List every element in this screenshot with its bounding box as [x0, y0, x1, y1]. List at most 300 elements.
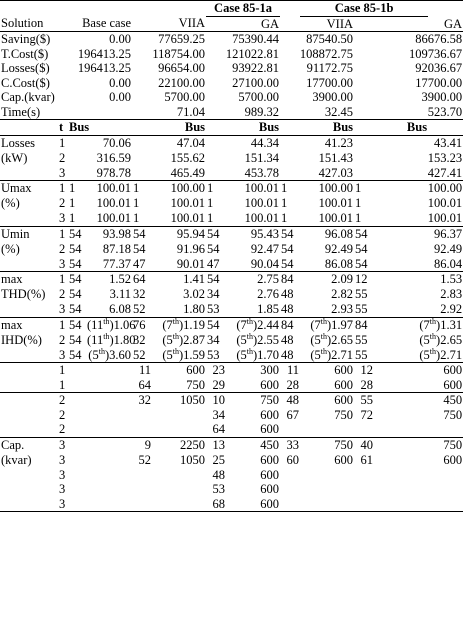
- thd-value: 1.52: [86, 272, 132, 288]
- period-cell: 3: [58, 437, 68, 453]
- cap-value: 1050: [180, 452, 206, 467]
- period-cell: 2: [59, 422, 66, 436]
- umax-value: 100.01: [244, 211, 280, 225]
- period-cell: 3: [59, 256, 66, 271]
- thd-row: [0, 302, 463, 317]
- cap-bus: [354, 482, 374, 497]
- umin-value: 90.04: [250, 256, 280, 271]
- thd-bus: 54: [68, 272, 86, 288]
- umax-bus: 1: [132, 181, 152, 197]
- ihd-value: 1.19: [183, 317, 206, 332]
- umin-bus: 54: [280, 226, 300, 242]
- ihd-value: 2.87: [183, 332, 206, 347]
- cap-row: [0, 378, 463, 393]
- summary-value-base: 0.00: [109, 75, 131, 90]
- cap-value: 600: [260, 452, 280, 467]
- umin-label: [0, 257, 58, 272]
- losses-value-ga-1a: 151.34: [244, 150, 280, 165]
- cap-value: [374, 422, 463, 437]
- summary-value-viia-1a: 71.04: [176, 104, 206, 119]
- cap-value: [152, 497, 206, 512]
- period-cell: 3: [59, 165, 66, 180]
- losses-value-ga-1b: 153.23: [427, 150, 463, 165]
- ihd-value: 1.59: [183, 347, 206, 362]
- ihd-row: [0, 348, 463, 363]
- ihd-bus: 32: [133, 332, 146, 347]
- table-cell: [0, 120, 58, 136]
- ihd-value: [152, 317, 206, 333]
- thd-label: THD(%): [1, 287, 46, 301]
- period-cell: 1: [58, 135, 68, 151]
- summary-label: Time(s): [1, 104, 41, 119]
- thd-bus: 54: [206, 272, 226, 288]
- cap-bus: 10: [206, 393, 226, 408]
- thd-value: 2.76: [257, 287, 280, 301]
- losses-value-base: 978.78: [96, 165, 131, 180]
- summary-value-ga-1b: 109736.67: [408, 46, 463, 61]
- period-cell: 3: [59, 482, 66, 496]
- thd-value: 1.41: [152, 272, 206, 288]
- ihd-value: [152, 333, 206, 348]
- cap-bus: 55: [354, 393, 374, 408]
- summary-value-viia-1b: 91172.75: [306, 61, 354, 75]
- ihd-bus: 54: [68, 317, 86, 333]
- ihd-bus: 84: [354, 317, 374, 333]
- cap-row: [0, 482, 463, 497]
- umax-bus: 1: [207, 196, 214, 210]
- cap-bus: 60: [286, 452, 300, 467]
- umin-value: 91.96: [176, 241, 206, 256]
- summary-label: C.Cost($): [1, 75, 50, 90]
- ihd-bus: 48: [281, 332, 294, 347]
- umax-bus: 1: [280, 181, 300, 197]
- ihd-label: max: [0, 317, 58, 333]
- cap-value: 450: [374, 393, 463, 408]
- cap-bus: 48: [212, 467, 226, 482]
- ihd-value: 2.55: [257, 332, 280, 347]
- summary-value-ga-1a: 989.32: [244, 104, 280, 119]
- cap-label: [0, 408, 58, 423]
- ihd-value: 1.80: [113, 332, 136, 347]
- ihd-row: [0, 333, 463, 348]
- cap-bus: 28: [286, 377, 300, 392]
- cap-base-empty: [68, 497, 132, 512]
- harmonic-order: (5th): [419, 346, 441, 362]
- cap-bus: [132, 482, 152, 497]
- umax-value: 100.01: [96, 211, 131, 225]
- col-viia-1b: VIIA: [326, 16, 354, 31]
- umin-value: 96.37: [374, 226, 463, 242]
- ihd-value: [374, 317, 463, 333]
- ihd-value: 1.97: [331, 317, 354, 332]
- period-cell: 1: [59, 377, 66, 392]
- umin-bus: 54: [68, 226, 86, 242]
- cap-bus: 48: [280, 393, 300, 408]
- thd-bus: 12: [354, 272, 374, 288]
- umax-value: 100.01: [226, 181, 280, 197]
- summary-row: [0, 61, 463, 76]
- cap-value: 600: [260, 422, 280, 436]
- ihd-bus: 53: [207, 347, 220, 362]
- umax-row: [0, 181, 463, 197]
- cap-bus: 40: [354, 437, 374, 453]
- cap-value: 750: [186, 377, 206, 392]
- cap-value: 750: [334, 407, 354, 422]
- cap-bus: 12: [354, 363, 374, 378]
- period-cell: 3: [59, 467, 66, 482]
- cap-bus: 68: [206, 497, 226, 512]
- summary-value-viia-1a: 118754.00: [152, 46, 206, 61]
- cap-row: [0, 393, 463, 408]
- umin-value: 93.98: [86, 226, 132, 242]
- umax-bus: 1: [354, 181, 374, 197]
- thd-value: 3.02: [183, 287, 206, 301]
- cap-value: [374, 468, 463, 483]
- cap-value: 750: [443, 407, 463, 422]
- ihd-value: [86, 348, 132, 363]
- cap-bus: 11: [132, 363, 152, 378]
- cap-bus: [280, 422, 300, 437]
- col-base-case: Base case: [82, 16, 131, 30]
- umin-bus: 47: [133, 256, 146, 271]
- thd-bus: 54: [69, 287, 82, 301]
- column-header-row: [0, 16, 463, 32]
- umin-value: 86.08: [324, 256, 354, 271]
- cap-value: 450: [226, 437, 280, 453]
- umax-bus: 1: [281, 196, 288, 210]
- cap-bus: 64: [212, 422, 226, 436]
- losses-row: [0, 135, 463, 151]
- cap-base-empty: [68, 422, 132, 437]
- cap-label: [0, 497, 58, 512]
- period-cell: 1: [58, 317, 68, 333]
- cap-bus: 52: [138, 452, 151, 467]
- umax-value: 100.00: [152, 181, 206, 197]
- umin-bus: 54: [133, 241, 146, 256]
- cap-bus: 9: [132, 437, 152, 453]
- summary-label: T.Cost($): [1, 46, 49, 61]
- cap-value: 600: [443, 452, 463, 467]
- period-cell: 2: [59, 407, 66, 422]
- bus-heading: Bus: [354, 120, 428, 136]
- umax-value: 100.01: [427, 196, 463, 210]
- cap-value: [152, 408, 206, 423]
- summary-row: [0, 76, 463, 91]
- ihd-value: [226, 333, 280, 348]
- cap-value: 600: [260, 482, 280, 496]
- summary-value-viia-1b: 32.45: [324, 104, 354, 119]
- cap-value: 600: [226, 497, 280, 512]
- umin-value: 95.94: [152, 226, 206, 242]
- umin-value: 90.01: [176, 256, 206, 271]
- thd-value: 6.08: [109, 302, 131, 316]
- ihd-value: 3.60: [109, 347, 131, 362]
- cap-base-empty: [68, 437, 132, 453]
- summary-row: [0, 90, 463, 105]
- umin-value: 95.43: [226, 226, 280, 242]
- harmonic-order: (5th): [162, 346, 184, 362]
- cap-row: [0, 437, 463, 453]
- umin-label: (%): [1, 241, 20, 256]
- cap-bus: 64: [138, 377, 151, 392]
- umax-bus: 1: [355, 196, 362, 210]
- summary-value-viia-1a: 96654.00: [158, 61, 206, 75]
- cap-bus: [280, 497, 300, 512]
- cap-value: [300, 468, 354, 483]
- cap-label: [0, 482, 58, 497]
- cap-bus: 53: [212, 482, 226, 496]
- umax-bus: 1: [281, 211, 288, 225]
- thd-bus: 34: [207, 287, 220, 301]
- umin-value: 92.49: [433, 241, 463, 256]
- thd-bus: 32: [133, 287, 146, 301]
- losses-value-viia-1a: 465.49: [170, 165, 206, 180]
- umax-bus: 1: [68, 181, 86, 197]
- cap-bus: [132, 422, 152, 437]
- cap-bus: 67: [286, 407, 300, 422]
- summary-value-ga-1b: 523.70: [427, 104, 463, 119]
- umin-label: Umin: [0, 226, 58, 242]
- thd-bus: 48: [281, 302, 294, 316]
- summary-label: Cap.(kvar): [1, 90, 55, 104]
- period-cell: 3: [59, 347, 66, 362]
- summary-value-ga-1a: 75390.44: [206, 32, 280, 47]
- summary-value-ga-1b: 92036.67: [415, 61, 463, 75]
- cap-bus: [354, 468, 374, 483]
- umax-bus: 1: [207, 211, 214, 225]
- ihd-value: 1.31: [440, 317, 463, 332]
- period-cell: 3: [59, 211, 66, 225]
- thd-label: max: [0, 272, 58, 288]
- umin-row: [0, 226, 463, 242]
- summary-value-ga-1a: 5700.00: [238, 90, 280, 104]
- summary-value-ga-1a: 27100.00: [232, 75, 280, 90]
- col-ga-1a: GA: [260, 16, 280, 31]
- ihd-value: [300, 348, 354, 363]
- thd-value: 2.92: [440, 302, 463, 316]
- umin-bus: 54: [206, 226, 226, 242]
- ihd-bus: 34: [207, 332, 220, 347]
- col-ga-1b: GA: [444, 16, 463, 31]
- summary-label: Losses($): [1, 61, 50, 75]
- thd-value: 2.09: [300, 272, 354, 288]
- period-cell: 3: [58, 497, 68, 512]
- cap-value: [374, 482, 463, 497]
- losses-value-viia-1a: 155.62: [170, 150, 206, 165]
- cap-label: (kvar): [1, 452, 32, 467]
- cap-row: [0, 363, 463, 378]
- ihd-bus: 84: [280, 317, 300, 333]
- ihd-label: IHD(%): [1, 332, 42, 347]
- cap-bus: 34: [212, 407, 226, 422]
- cap-value: [152, 482, 206, 497]
- umin-bus: 47: [207, 256, 220, 271]
- umin-bus: 54: [132, 226, 152, 242]
- umax-value: 100.00: [300, 181, 354, 197]
- umin-value: 87.18: [102, 241, 131, 256]
- period-cell: 2: [58, 393, 68, 408]
- thd-row: [0, 272, 463, 288]
- umax-value: 100.01: [170, 211, 206, 225]
- bus-heading: Bus: [280, 120, 354, 136]
- ihd-value: [300, 333, 354, 348]
- col-viia-1a: VIIA: [178, 16, 206, 30]
- cap-bus: 13: [206, 437, 226, 453]
- cap-base-empty: [68, 453, 132, 468]
- losses-value-ga-1b: 43.41: [354, 135, 463, 151]
- ihd-value: 2.44: [257, 317, 280, 332]
- case-1a-heading: Case 85-1a: [206, 1, 280, 17]
- thd-row: [0, 287, 463, 302]
- summary-row: [0, 105, 463, 120]
- period-cell: 1: [58, 226, 68, 242]
- cap-label: Cap.: [0, 437, 58, 453]
- umin-row: [0, 257, 463, 272]
- losses-value-ga-1a: 453.78: [244, 165, 280, 180]
- period-heading: t: [58, 120, 68, 136]
- umin-bus: 54: [281, 241, 294, 256]
- umin-row: [0, 242, 463, 257]
- summary-value-viia-1a: 77659.25: [132, 32, 206, 47]
- cap-value: 600: [152, 363, 206, 378]
- bus-heading: Bus: [206, 120, 280, 136]
- cap-value: [152, 468, 206, 483]
- cap-bus: 72: [360, 407, 374, 422]
- ihd-value: 2.71: [440, 347, 463, 362]
- harmonic-order: (11th): [87, 316, 114, 332]
- ihd-bus: 54: [206, 317, 226, 333]
- ihd-bus: 55: [355, 332, 368, 347]
- ihd-value: 2.65: [331, 332, 354, 347]
- thd-value: 3.11: [109, 287, 131, 301]
- ihd-bus: 52: [133, 347, 146, 362]
- summary-value-viia-1b: 87540.50: [280, 32, 354, 47]
- cap-value: [374, 497, 463, 512]
- umax-value: 100.01: [96, 196, 131, 210]
- harmonic-order: (7th): [236, 316, 258, 332]
- ihd-value: 2.71: [331, 347, 354, 362]
- summary-row: [0, 47, 463, 62]
- ihd-value: [152, 348, 206, 363]
- thd-bus: 48: [281, 287, 294, 301]
- cap-value: 600: [300, 363, 354, 378]
- umin-value: 96.08: [300, 226, 354, 242]
- harmonic-order: (5th): [310, 346, 332, 362]
- umin-bus: 54: [355, 256, 368, 271]
- period-cell: 3: [59, 452, 66, 467]
- cap-bus: 33: [280, 437, 300, 453]
- cap-value: 750: [374, 437, 463, 453]
- thd-bus: 53: [207, 302, 220, 316]
- cap-bus: 28: [360, 377, 374, 392]
- cap-bus: 11: [280, 363, 300, 378]
- umin-bus: 54: [281, 256, 294, 271]
- cap-value: [300, 422, 354, 437]
- harmonic-order: (5th): [236, 331, 258, 347]
- summary-value-viia-1a: 5700.00: [164, 90, 206, 104]
- umin-bus: 54: [69, 241, 82, 256]
- cap-label: [0, 468, 58, 483]
- cap-value: 750: [226, 393, 280, 408]
- harmonic-order: (7th): [310, 316, 332, 332]
- umax-bus: 1: [133, 211, 140, 225]
- cap-base-empty: [68, 363, 132, 378]
- summary-value-base: 196413.25: [77, 46, 131, 61]
- cap-value: 600: [300, 393, 354, 408]
- harmonic-order: (7th): [162, 316, 184, 332]
- period-cell: 2: [59, 196, 66, 210]
- thd-value: 1.85: [257, 302, 280, 316]
- harmonic-order: (5th): [236, 346, 258, 362]
- umin-value: 77.37: [102, 256, 131, 271]
- thd-value: 1.53: [374, 272, 463, 288]
- cap-row: [0, 453, 463, 468]
- cap-value: 600: [260, 467, 280, 482]
- ihd-label: [0, 348, 58, 363]
- period-cell: 2: [59, 332, 66, 347]
- ihd-bus: 55: [355, 347, 368, 362]
- umin-bus: 54: [207, 241, 220, 256]
- summary-value-viia-1b: 17700.00: [306, 75, 354, 90]
- umax-bus: 1: [69, 196, 76, 210]
- cap-base-empty: [68, 393, 132, 408]
- losses-value-viia-1a: 47.04: [132, 135, 206, 151]
- umax-bus: 1: [69, 211, 76, 225]
- period-cell: 2: [59, 287, 66, 301]
- cap-bus: [132, 497, 152, 512]
- umax-value: 100.01: [318, 211, 354, 225]
- summary-value-ga-1a: 93922.81: [232, 61, 280, 75]
- period-cell: 1: [58, 181, 68, 197]
- cap-value: 1050: [152, 393, 206, 408]
- cap-bus: 23: [206, 363, 226, 378]
- umax-bus: 1: [355, 211, 362, 225]
- cap-bus: [354, 497, 374, 512]
- cap-value: 750: [300, 437, 354, 453]
- period-cell: 2: [59, 150, 66, 165]
- summary-value-base: [68, 105, 132, 120]
- umax-value: 100.01: [244, 196, 280, 210]
- umax-bus: 1: [133, 196, 140, 210]
- thd-bus: 55: [355, 287, 368, 301]
- cap-value: [300, 497, 354, 512]
- period-cell: 2: [59, 241, 66, 256]
- harmonic-order: (5th): [88, 346, 110, 362]
- summary-value-base: 0.00: [68, 32, 132, 47]
- umin-value: 86.04: [433, 256, 463, 271]
- ihd-value: [226, 317, 280, 333]
- ihd-value: [226, 348, 280, 363]
- losses-value-ga-1b: 427.41: [427, 165, 463, 180]
- cap-value: 600: [260, 377, 280, 392]
- period-cell: 1: [58, 363, 68, 378]
- summary-value-ga-1b: 86676.58: [354, 32, 463, 47]
- cap-base-empty: [68, 378, 132, 393]
- bus-heading: Bus: [132, 120, 206, 136]
- umax-bus: 1: [206, 181, 226, 197]
- summary-value-ga-1a: 121022.81: [225, 46, 280, 61]
- cap-bus: 32: [132, 393, 152, 408]
- summary-value-base: 196413.25: [77, 61, 131, 75]
- harmonic-order: (5th): [162, 331, 184, 347]
- cap-value: [152, 422, 206, 437]
- thd-bus: 84: [280, 272, 300, 288]
- ihd-bus: 54: [69, 347, 82, 362]
- ihd-value: 1.70: [257, 347, 280, 362]
- cap-label: [0, 378, 58, 393]
- cap-bus: 61: [360, 452, 374, 467]
- losses-value-ga-1a: 44.34: [206, 135, 280, 151]
